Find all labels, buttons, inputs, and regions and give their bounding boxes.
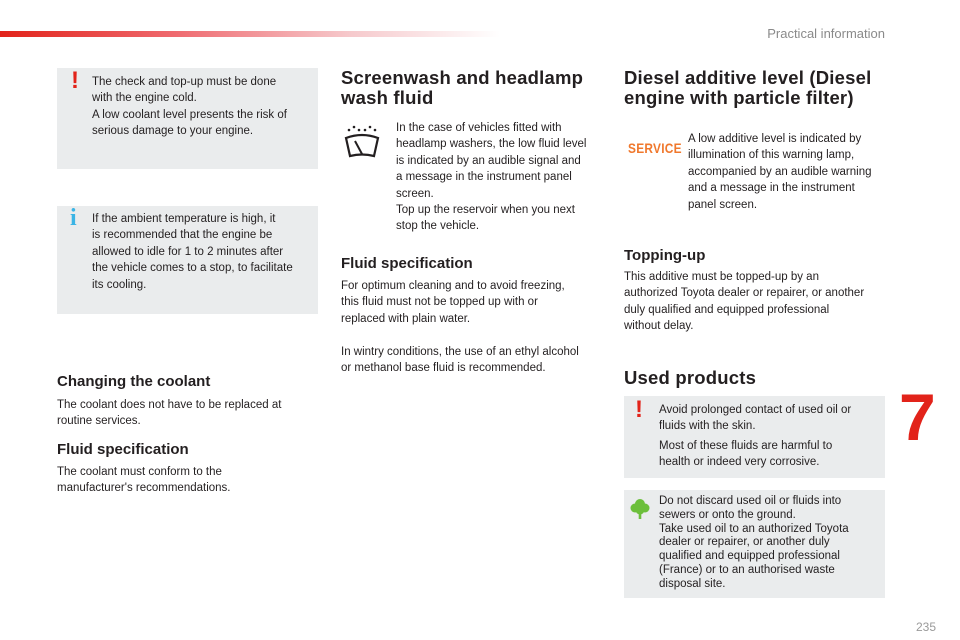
diesel-additive-text — [688, 131, 893, 213]
body-line: Top up the reservoir when you next — [396, 204, 575, 217]
body-line: In wintry conditions, the use of an ethyl alcohol — [341, 346, 579, 358]
tree-eco-icon — [630, 498, 650, 520]
body-line: stop the vehicle. — [396, 220, 480, 233]
section-title: Practical information — [767, 26, 885, 41]
note-line: Avoid prolonged contact of used oil or — [659, 404, 852, 416]
body-line: accompanied by an audible warning — [688, 165, 872, 178]
body-line: The coolant does not have to be replaced at — [57, 399, 282, 411]
header-accent-bar — [0, 31, 500, 37]
note-line: The check and top-up must be done — [92, 76, 277, 88]
note-line: qualified and equipped professional — [659, 550, 840, 563]
screenwash-fluid-spec-para1 — [341, 278, 606, 327]
body-line: this fluid must not be topped up with or — [341, 296, 538, 309]
diesel-additive-heading — [624, 68, 899, 108]
body-line: illumination of this warning lamp, — [688, 149, 855, 162]
body-line: panel screen. — [688, 198, 758, 211]
note-line: Do not discard used oil or fluids into — [659, 495, 842, 507]
info-note-idle — [57, 206, 318, 314]
info-note-text — [92, 211, 316, 293]
body-line: and a message in the instrument — [688, 182, 855, 195]
body-line: a message in the instrument panel — [396, 171, 572, 184]
note-line: the vehicle comes to a stop, to facilitate — [92, 262, 293, 275]
body-line: A low additive level is indicated by — [688, 133, 862, 145]
screenwash-heading — [341, 68, 611, 108]
note-line: Take used oil to an authorized Toyota — [659, 522, 849, 535]
topping-up-text — [624, 269, 894, 335]
body-line: For optimum cleaning and to avoid freezing, — [341, 280, 565, 292]
note-line: with the engine cold. — [92, 92, 197, 105]
note-line: sewers or onto the ground. — [659, 508, 796, 521]
changing-coolant-heading: Changing the coolant — [57, 373, 211, 390]
body-line: replaced with plain water. — [341, 312, 471, 325]
note-line: If the ambient temperature is high, it — [92, 213, 276, 225]
note-line: health or indeed very corrosive. — [659, 456, 820, 469]
note-line: its cooling. — [92, 278, 147, 291]
body-line: manufacturer's recommendations. — [57, 482, 231, 495]
heading-line: Diesel additive level (Diesel — [624, 67, 872, 88]
body-line: without delay. — [624, 320, 694, 333]
note-line: dealer or repairer, or another duly — [659, 536, 830, 549]
warning-note-text — [92, 74, 314, 140]
note-line: serious damage to your engine. — [92, 125, 254, 138]
page-number: 235 — [916, 620, 937, 634]
eco-note-disposal — [624, 490, 885, 598]
warning-note-coolant — [57, 68, 318, 169]
note-line: allowed to idle for 1 to 2 minutes after — [92, 245, 284, 258]
note-line: is recommended that the engine be — [92, 229, 273, 242]
body-line: This additive must be topped-up by an — [624, 271, 819, 283]
note-line: (France) or to an authorised waste — [659, 563, 835, 576]
body-line: or methanol base fluid is recommended. — [341, 362, 546, 375]
eco-note-text — [659, 495, 883, 592]
body-line: The coolant must conform to the — [57, 466, 222, 478]
heading-line: Screenwash and headlamp — [341, 67, 584, 88]
warning-note-text — [659, 402, 883, 471]
body-line: headlamp washers, the low fluid level — [396, 138, 587, 151]
windscreen-washer-icon — [343, 124, 381, 160]
body-line: is indicated by an audible signal and — [396, 154, 581, 167]
coolant-fluid-spec-text — [57, 464, 319, 497]
body-line: authorized Toyota dealer or repairer, or another — [624, 287, 865, 300]
heading-line: engine with particle filter) — [624, 87, 854, 108]
note-line: disposal site. — [659, 577, 726, 590]
heading-line: wash fluid — [341, 87, 434, 108]
exclamation-warning-icon: ! — [71, 67, 79, 94]
screenwash-text — [396, 120, 606, 235]
note-line: fluids with the skin. — [659, 420, 756, 433]
note-line: A low coolant level presents the risk of — [92, 108, 287, 121]
note-line: Most of these fluids are harmful to — [659, 439, 833, 452]
coolant-fluid-spec-heading: Fluid specification — [57, 441, 189, 458]
info-icon: i — [70, 205, 77, 231]
warning-note-used-oil — [624, 396, 885, 478]
body-line: routine services. — [57, 415, 141, 428]
topping-up-heading: Topping-up — [624, 247, 706, 264]
service-warning-lamp: SERVICE — [628, 140, 682, 156]
body-line: In the case of vehicles fitted with — [396, 122, 562, 134]
body-line: duly qualified and equipped professional — [624, 303, 830, 316]
screenwash-fluid-spec-para2 — [341, 344, 606, 377]
used-products-heading: Used products — [624, 367, 757, 388]
screenwash-fluid-spec-heading: Fluid specification — [341, 255, 473, 272]
exclamation-warning-icon: ! — [635, 396, 643, 423]
body-line: screen. — [396, 187, 434, 200]
changing-coolant-text — [57, 397, 319, 430]
chapter-number: 7 — [899, 380, 936, 454]
